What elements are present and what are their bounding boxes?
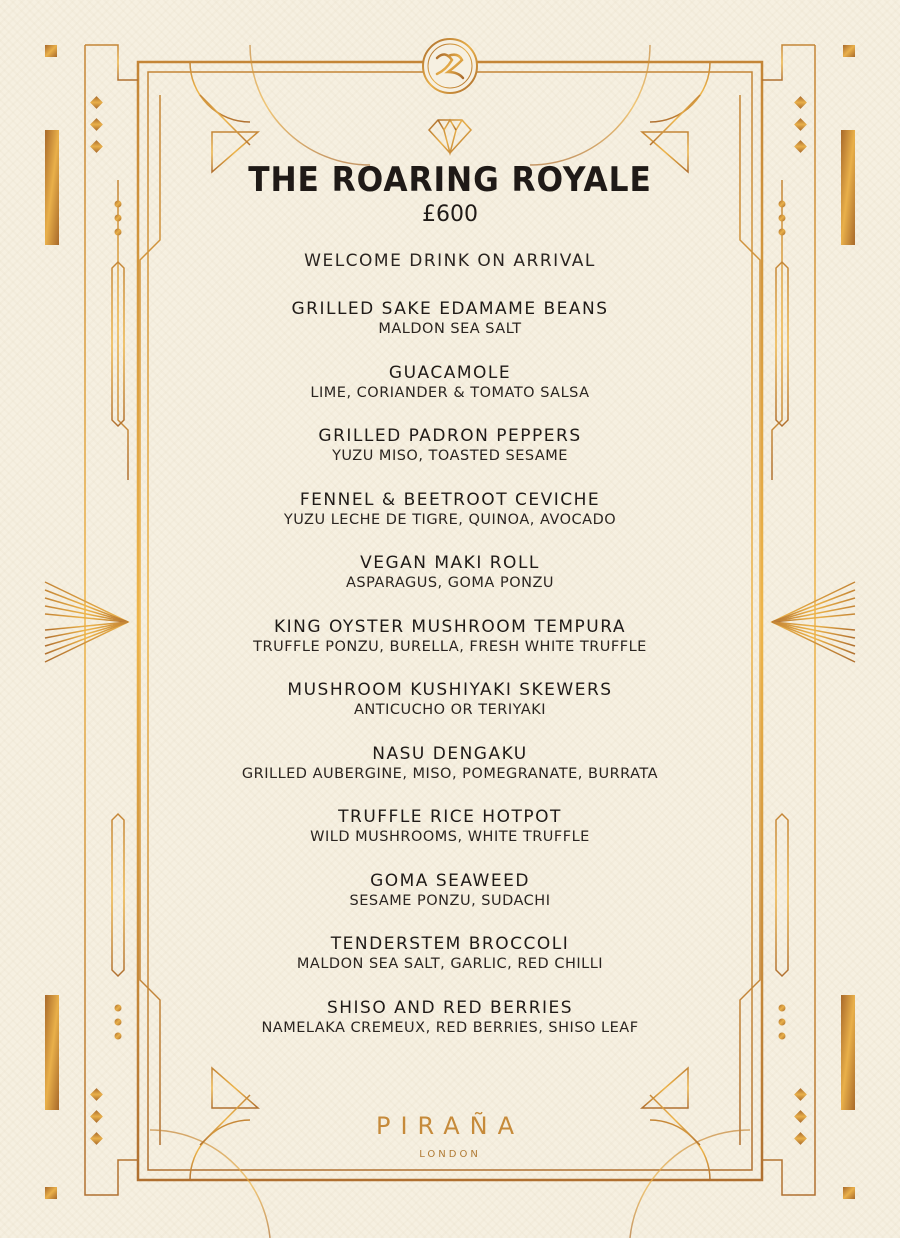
item-name: NASU DENGAKU — [372, 743, 528, 764]
item-name: SHISO AND RED BERRIES — [326, 997, 574, 1018]
menu-item — [150, 998, 750, 1062]
menu-items — [150, 299, 750, 1061]
item-description: YUZU LECHE DE TIGRE, QUINOA, AVOCADO — [283, 511, 617, 528]
item-name: GUACAMOLE — [388, 362, 512, 383]
menu-item — [150, 553, 750, 617]
menu-item — [150, 934, 750, 998]
item-name: FENNEL & BEETROOT CEVICHE — [299, 489, 601, 510]
menu-item — [150, 744, 750, 808]
item-description: TRUFFLE PONZU, BURELLA, FRESH WHITE TRUFFLE — [253, 638, 647, 655]
item-description: MALDON SEA SALT — [378, 321, 522, 337]
menu-item — [150, 807, 750, 871]
item-name: TRUFFLE RICE HOTPOT — [338, 807, 562, 827]
menu-item — [150, 426, 750, 490]
item-description: SESAME PONZU, SUDACHI — [349, 892, 551, 909]
item-description: ASPARAGUS, GOMA PONZU — [345, 575, 555, 591]
monogram-logo-icon — [423, 39, 477, 93]
menu-item — [150, 617, 750, 681]
item-name: KING OYSTER MUSHROOM TEMPURA — [274, 616, 626, 637]
item-name: GRILLED SAKE EDAMAME BEANS — [291, 299, 609, 319]
welcome-line: WELCOME DRINK ON ARRIVAL — [304, 251, 596, 271]
menu-item — [150, 680, 750, 744]
menu-item — [150, 299, 750, 363]
brand-location: LONDON — [419, 1149, 481, 1160]
menu-title: THE ROARING ROYALE — [248, 160, 652, 200]
item-description: MALDON SEA SALT, GARLIC, RED CHILLI — [296, 956, 604, 972]
menu-price: £600 — [422, 202, 478, 227]
item-description: LIME, CORIANDER & TOMATO SALSA — [310, 384, 590, 401]
menu-item — [150, 490, 750, 554]
item-description: WILD MUSHROOMS, WHITE TRUFFLE — [310, 829, 590, 845]
item-description: YUZU MISO, TOASTED SESAME — [332, 448, 568, 464]
item-description: NAMELAKA CREMEUX, RED BERRIES, SHISO LEAF — [261, 1019, 639, 1036]
item-name: GRILLED PADRON PEPPERS — [318, 426, 582, 446]
item-name: MUSHROOM KUSHIYAKI SKEWERS — [287, 680, 613, 700]
menu-content — [150, 110, 750, 1061]
item-name: TENDERSTEM BROCCOLI — [330, 934, 570, 954]
menu-item — [150, 363, 750, 427]
item-name: GOMA SEAWEED — [370, 870, 530, 891]
menu-item — [150, 871, 750, 935]
item-name: VEGAN MAKI ROLL — [360, 553, 540, 573]
brand-logo: PIRAÑA — [375, 1112, 525, 1140]
item-description: ANTICUCHO OR TERIYAKI — [353, 702, 547, 718]
item-description: GRILLED AUBERGINE, MISO, POMEGRANATE, BURRATA — [241, 765, 659, 782]
